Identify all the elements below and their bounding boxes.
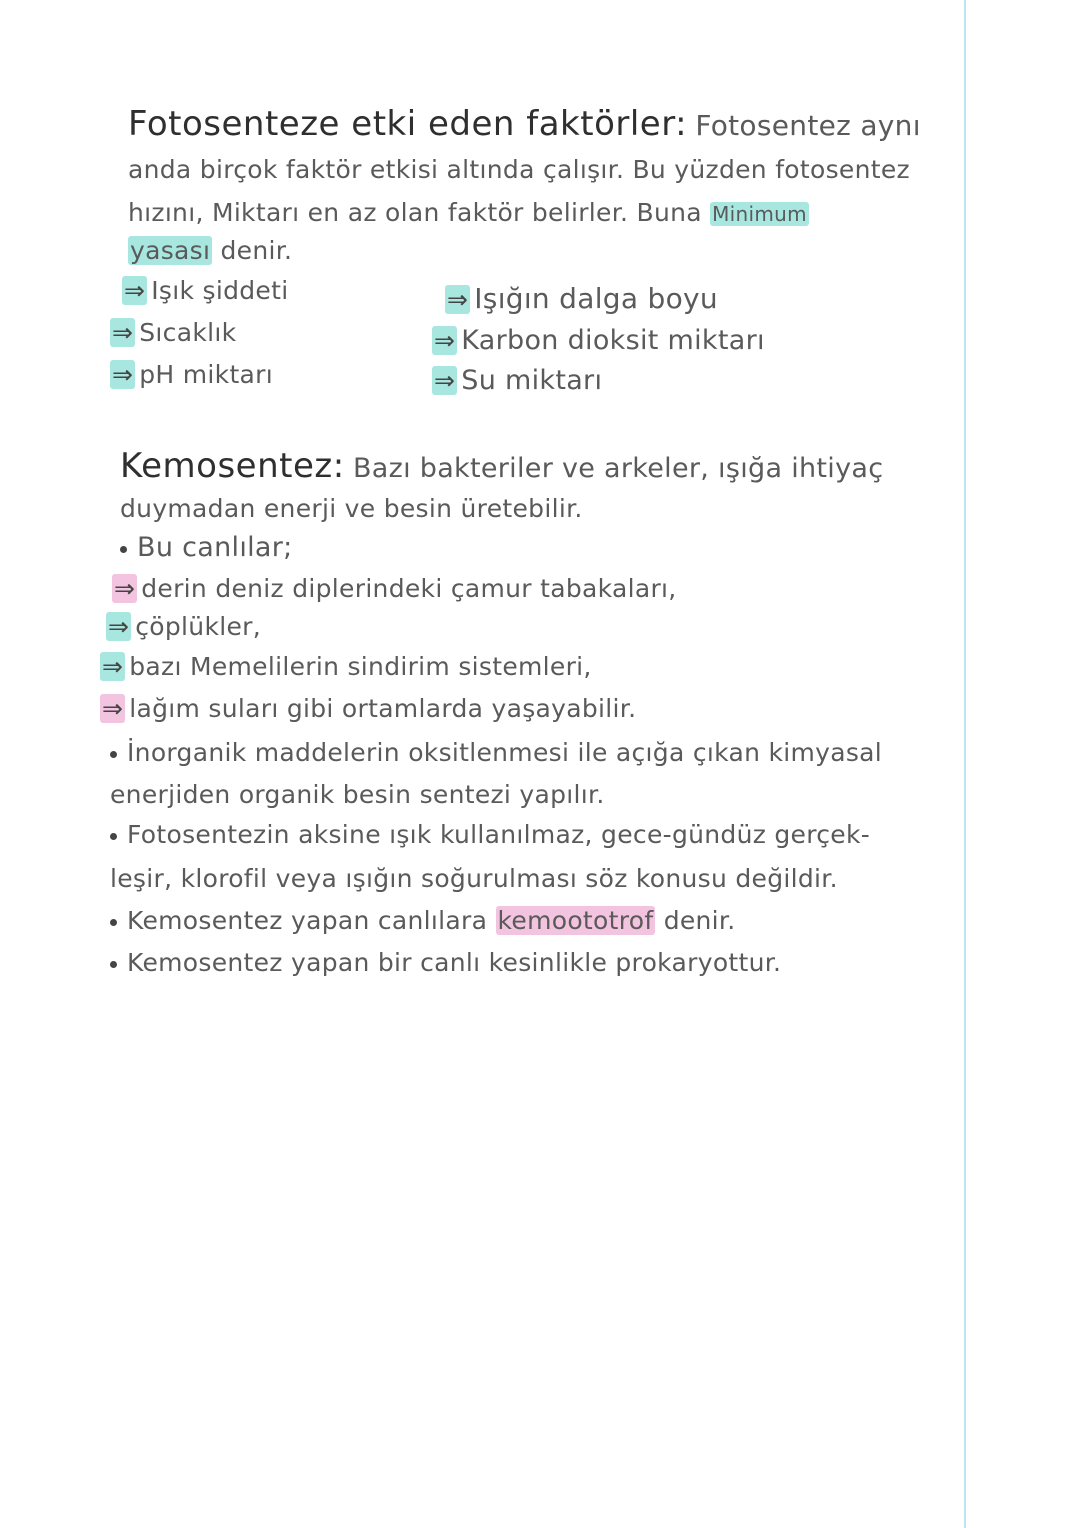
bullet-text: Fotosentezin aksine ışık kullanılmaz, gece-gündüz gerçek- [127,820,871,849]
habitat-text: bazı Memelilerin sindirim sistemleri, [129,652,592,681]
photo-line4-rest: denir. [220,236,293,265]
factor-left-1 [122,276,288,305]
photo-heading-line [128,104,921,144]
photo-line1-rest: Fotosentez aynı [695,109,921,142]
factor-left-2 [110,318,236,347]
photo-line3-text: hızını, Miktarı en az olan faktör belirler. Buna [128,198,702,227]
kemo-bullet3 [110,820,870,849]
photo-line4 [128,236,292,265]
bullet-text: Kemosentez yapan canlılara [127,906,488,935]
factor-text: Işığın dalga boyu [474,282,718,315]
photo-line2: anda birçok faktör etkisi altında çalışır. Bu yüzden fotosentez [128,155,910,184]
kemo-heading: Kemosentez: [120,446,345,486]
arrow-icon: ⇒ [112,318,134,347]
kemo-bullet2 [110,738,882,767]
habitat-4 [100,694,636,723]
habitat-text: lağım suları gibi ortamlarda yaşayabilir. [129,694,637,723]
habitat-1 [112,574,677,603]
arrow-icon: ⇒ [434,326,456,355]
bullet-icon [110,919,117,926]
habitat-3 [100,652,592,681]
photo-heading: Fotosenteze etki eden faktörler: [128,104,688,144]
bullet-text: İnorganik maddelerin oksitlenmesi ile açığa çıkan kimyasal [127,738,883,767]
arrow-icon: ⇒ [114,574,136,603]
arrow-icon: ⇒ [108,612,130,641]
kemo-bullet3-cont: leşir, klorofil veya ışığın soğurulması söz konusu değildir. [110,864,838,893]
kemo-bullet5 [110,948,781,977]
factor-text: Sıcaklık [139,318,237,347]
arrow-icon: ⇒ [124,276,146,305]
arrow-icon: ⇒ [112,360,134,389]
factor-text: Su miktarı [461,365,603,396]
bullet-text: Bu canlılar; [137,532,293,563]
kemo-bullet4 [110,906,735,935]
kemoototrof-highlight: kemoototrof [497,906,654,935]
factor-text: Işık şiddeti [151,276,289,305]
arrow-icon: ⇒ [447,285,469,314]
kemo-heading-line [120,446,883,486]
notebook-margin-line [964,0,966,1528]
factor-left-3 [110,360,273,389]
factor-text: pH miktarı [139,360,273,389]
kemo-line2: duymadan enerji ve besin üretebilir. [120,494,583,523]
bullet-icon [110,751,117,758]
bullet-icon [110,961,117,968]
minimum-highlight: Minimum [712,202,807,226]
habitat-text: çöplükler, [135,612,261,641]
factor-right-2 [432,325,765,356]
bullet-text: Kemosentez yapan bir canlı kesinlikle prokaryottur. [127,948,782,977]
arrow-icon: ⇒ [102,694,124,723]
photo-line3 [128,198,809,227]
bullet-text-end: denir. [663,906,736,935]
bullet-icon [120,546,127,553]
bullet-icon [110,833,117,840]
factor-text: Karbon dioksit miktarı [461,325,765,356]
kemo-bullet1 [120,532,293,563]
habitat-text: derin deniz diplerindeki çamur tabakaları, [141,574,677,603]
factor-right-3 [432,365,602,396]
habitat-2 [106,612,261,641]
arrow-icon: ⇒ [434,366,456,395]
factor-right-1 [445,282,718,315]
kemo-line1-rest: Bazı bakteriler ve arkeler, ışığa ihtiyaç [352,453,884,484]
kemo-bullet2-cont: enerjiden organik besin sentezi yapılır. [110,780,605,809]
arrow-icon: ⇒ [102,652,124,681]
yasasi-highlight: yasası [130,236,211,265]
